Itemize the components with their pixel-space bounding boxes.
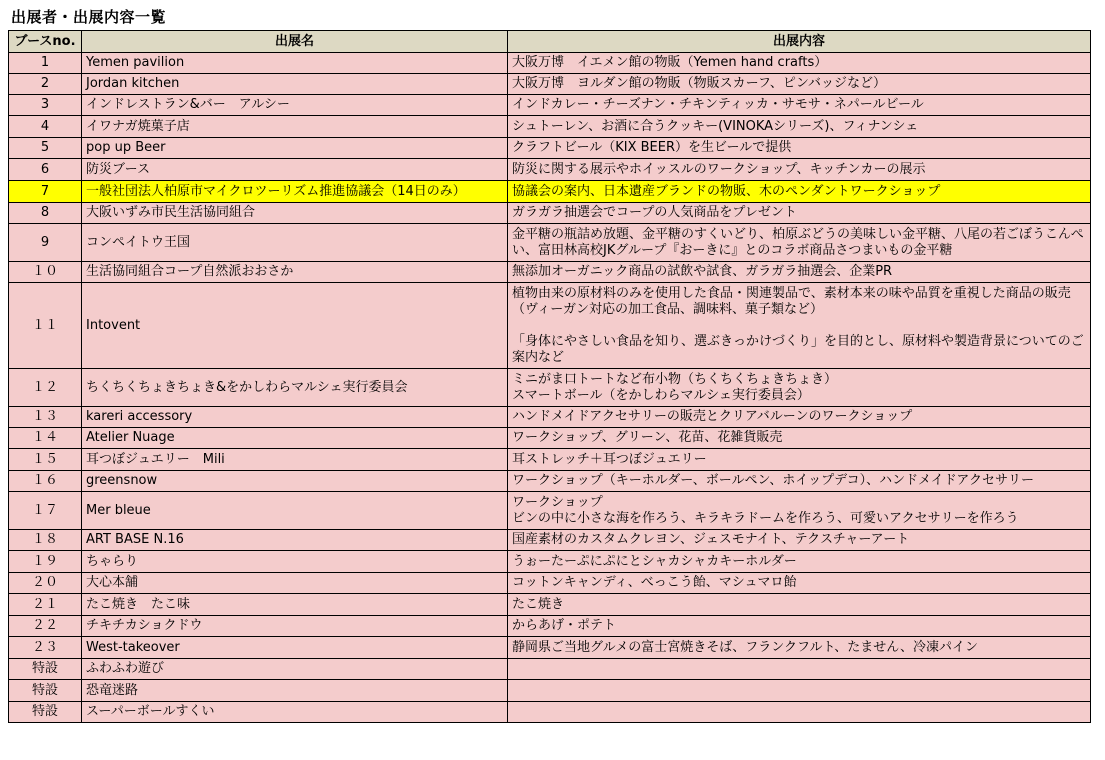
exhibitor-name-cell: pop up Beer [82,138,508,159]
table-row [9,680,1091,702]
exhibit-content-cell: 金平糖の瓶詰め放題、金平糖のすくいどり、柏原ぶどうの美味しい金平糖、八尾の若ごぼうこんぺい、富田林高校JKグループ『おーきに』とのコラボ商品さつまいもの金平糖 [508,224,1091,262]
booth-no-cell: ２３ [9,637,82,659]
booth-no-cell: １４ [9,428,82,449]
exhibitor-name-cell: 恐竜迷路 [82,680,508,702]
table-row [9,74,1091,95]
table-row [9,637,1091,659]
table-row [9,181,1091,203]
table-row [9,594,1091,616]
exhibitor-name-cell: 大阪いずみ市民生活協同組合 [82,203,508,224]
table-row [9,449,1091,471]
exhibit-content-cell: 植物由来の原材料のみを使用した食品・関連製品で、素材本来の味や品質を重視した商品の販売（ヴィーガン対応の加工食品、調味料、菓子類など） 「身体にやさしい食品を知り、選ぶきっかけづくり」を目的とし、原材料や製造背景についてのご案内など [508,283,1091,369]
booth-no-cell: １７ [9,492,82,530]
booth-no-cell: ２１ [9,594,82,616]
exhibitor-name-cell: 一般社団法人柏原市マイクロツーリズム推進協議会（14日のみ） [82,181,508,203]
table-row [9,471,1091,492]
exhibitor-name-cell: Intovent [82,283,508,369]
table-row [9,659,1091,680]
table-row [9,407,1091,428]
booth-no-cell: １６ [9,471,82,492]
exhibit-content-cell: ミニがま口トートなど布小物（ちくちくちょきちょき） スマートボール（をかしわらマルシェ実行委員会） [508,369,1091,407]
exhibit-content-cell: からあげ・ポテト [508,616,1091,637]
booth-no-cell: 4 [9,116,82,138]
exhibit-content-cell: ワークショップ（キーホルダー、ボールペン、ホイップデコ）、ハンドメイドアクセサリー [508,471,1091,492]
booth-no-cell: 1 [9,53,82,74]
table-row [9,159,1091,181]
exhibitor-name-cell: イワナガ焼菓子店 [82,116,508,138]
exhibitor-name-cell: Mer bleue [82,492,508,530]
exhibit-content-cell: 静岡県ご当地グルメの富士宮焼きそば、フランクフルト、たません、冷凍パイン [508,637,1091,659]
exhibitor-name-cell: 防災ブース [82,159,508,181]
exhibitor-name-cell: インドレストラン&バー アルシー [82,95,508,116]
exhibitor-name-cell: Jordan kitchen [82,74,508,95]
table-row [9,492,1091,530]
booth-no-cell: １３ [9,407,82,428]
exhibit-content-cell: インドカレー・チーズナン・チキンティッカ・サモサ・ネパールビール [508,95,1091,116]
booth-no-cell: １２ [9,369,82,407]
table-row [9,551,1091,573]
booth-no-cell: 特設 [9,659,82,680]
exhibitor-name-cell: kareri accessory [82,407,508,428]
exhibit-content-cell: 国産素材のカスタムクレヨン、ジェスモナイト、テクスチャーアート [508,530,1091,551]
exhibit-content-cell [508,702,1091,723]
booth-no-cell: １０ [9,262,82,283]
exhibit-content-cell: 大阪万博 イエメン館の物販（Yemen hand crafts） [508,53,1091,74]
booth-no-cell: ２２ [9,616,82,637]
exhibitor-name-cell: コンペイトウ王国 [82,224,508,262]
exhibit-content-cell: 耳ストレッチ＋耳つぼジュエリー [508,449,1091,471]
page-title: 出展者・出展内容一覧 [11,8,167,26]
table-row [9,283,1091,369]
table-row [9,616,1091,637]
table-row [9,116,1091,138]
booth-no-cell: 特設 [9,702,82,723]
table-row [9,428,1091,449]
table-row [9,530,1091,551]
exhibitor-name-cell: West-takeover [82,637,508,659]
booth-no-cell: 2 [9,74,82,95]
exhibit-content-cell: 無添加オーガニック商品の試飲や試食、ガラガラ抽選会、企業PR [508,262,1091,283]
booth-no-cell: 5 [9,138,82,159]
exhibit-content-cell: ガラガラ抽選会でコープの人気商品をプレゼント [508,203,1091,224]
exhibit-content-cell: たこ焼き [508,594,1091,616]
exhibitor-name-cell: Atelier Nuage [82,428,508,449]
exhibit-content-cell [508,680,1091,702]
exhibitor-name-cell: 生活協同組合コープ自然派おおさか [82,262,508,283]
table-row [9,203,1091,224]
exhibit-content-cell: クラフトビール（KIX BEER）を生ビールで提供 [508,138,1091,159]
column-header-booth-no: ブースno. [9,31,82,53]
booth-no-cell: ２０ [9,573,82,594]
booth-no-cell: １１ [9,283,82,369]
exhibit-content-cell: ワークショップ、グリーン、花苗、花雑貨販売 [508,428,1091,449]
table-row [9,573,1091,594]
table-row [9,224,1091,262]
booth-no-cell: 9 [9,224,82,262]
exhibit-content-cell: ハンドメイドアクセサリーの販売とクリアバルーンのワークショップ [508,407,1091,428]
exhibitor-name-cell: 耳つぼジュエリー Mili [82,449,508,471]
exhibitor-name-cell: Yemen pavilion [82,53,508,74]
exhibitor-name-cell: たこ焼き たこ味 [82,594,508,616]
exhibit-content-cell: 協議会の案内、日本遺産ブランドの物販、木のペンダントワークショップ [508,181,1091,203]
booth-no-cell: 8 [9,203,82,224]
exhibit-content-cell: シュトーレン、お酒に合うクッキー(VINOKAシリーズ)、フィナンシェ [508,116,1091,138]
booth-no-cell: 3 [9,95,82,116]
booth-no-cell: 特設 [9,680,82,702]
exhibitor-name-cell: ART BASE N.16 [82,530,508,551]
exhibitor-name-cell: ちゃらり [82,551,508,573]
exhibitor-name-cell: ふわふわ遊び [82,659,508,680]
exhibit-content-cell: うぉーたーぷにぷにとシャカシャカキーホルダー [508,551,1091,573]
table-row [9,702,1091,723]
booth-no-cell: 7 [9,181,82,203]
exhibitor-name-cell: スーパーボールすくい [82,702,508,723]
booth-no-cell: １９ [9,551,82,573]
table-row [9,95,1091,116]
column-header-exhibit-content: 出展内容 [508,31,1091,53]
booth-no-cell: １５ [9,449,82,471]
exhibit-content-cell: コットンキャンディ、べっこう飴、マシュマロ飴 [508,573,1091,594]
table-row [9,262,1091,283]
exhibitor-name-cell: 大心本舗 [82,573,508,594]
table-row [9,369,1091,407]
exhibitor-name-cell: ちくちくちょきちょき&をかしわらマルシェ実行委員会 [82,369,508,407]
header-row [9,31,1091,53]
table-row [9,138,1091,159]
exhibit-content-cell: 大阪万博 ヨルダン館の物販（物販スカーフ、ピンバッジなど） [508,74,1091,95]
column-header-exhibitor-name: 出展名 [82,31,508,53]
exhibit-content-cell: 防災に関する展示やホイッスルのワークショップ、キッチンカーの展示 [508,159,1091,181]
exhibit-content-cell [508,659,1091,680]
booth-no-cell: 6 [9,159,82,181]
table-row [9,53,1091,74]
table-body [9,53,1091,723]
exhibitor-name-cell: greensnow [82,471,508,492]
booth-no-cell: １８ [9,530,82,551]
exhibit-content-cell: ワークショップ ビンの中に小さな海を作ろう、キラキラドームを作ろう、可愛いアクセサリーを作ろう [508,492,1091,530]
exhibitor-table [8,30,1091,723]
exhibitor-name-cell: チキチカショクドウ [82,616,508,637]
